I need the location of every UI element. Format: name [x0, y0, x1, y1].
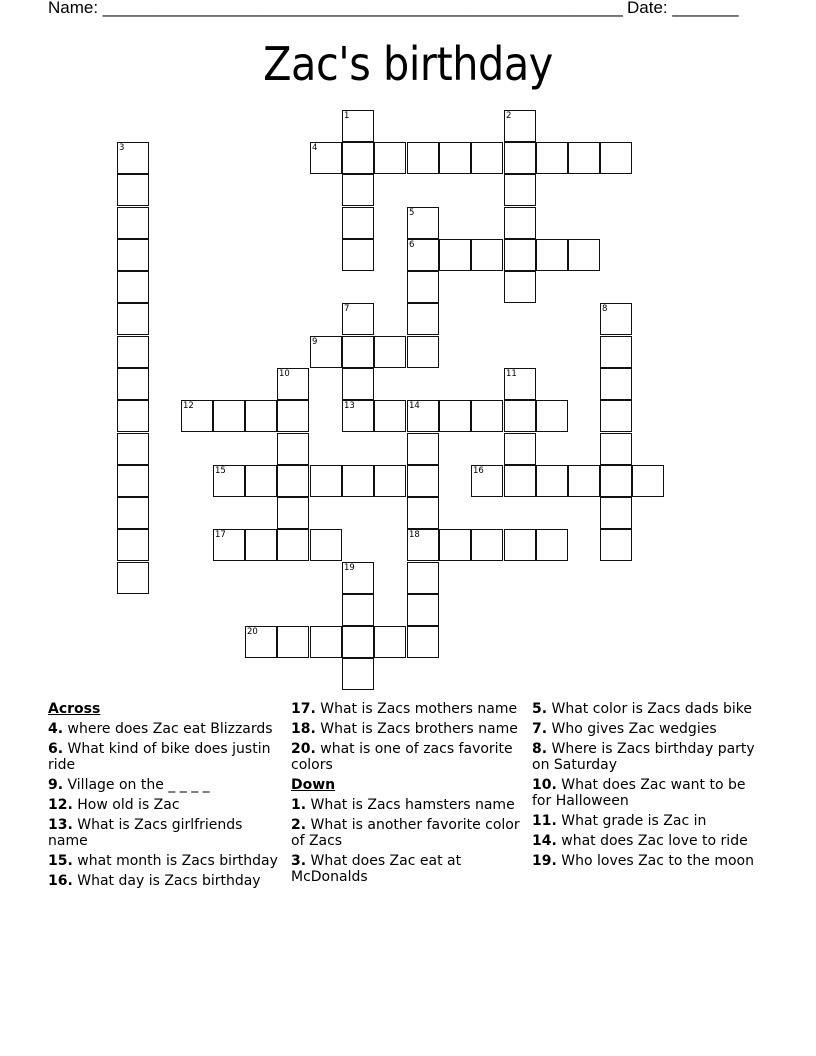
grid-cell[interactable] — [213, 400, 245, 432]
grid-cell[interactable] — [407, 400, 439, 432]
grid-cell[interactable] — [277, 400, 309, 432]
clue-down-8: 8. Where is Zacs birthday party on Saturday — [532, 741, 755, 773]
grid-cell[interactable] — [310, 336, 342, 368]
grid-cell[interactable] — [600, 465, 632, 497]
clue-down-1: 1. What is Zacs hamsters name — [291, 797, 515, 813]
grid-cell[interactable] — [342, 658, 374, 690]
grid-cell[interactable] — [407, 142, 439, 174]
grid-cell[interactable] — [277, 497, 309, 529]
grid-cell[interactable] — [277, 433, 309, 465]
grid-cell[interactable] — [117, 207, 149, 239]
grid-cell[interactable] — [342, 207, 374, 239]
puzzle-title: Zac's birthday — [263, 37, 553, 91]
clue-down-14: 14. what does Zac love to ride — [532, 833, 748, 849]
grid-cell[interactable] — [374, 465, 406, 497]
clue-number: 18 — [409, 530, 420, 540]
clue-number: 20 — [247, 627, 258, 637]
grid-cell[interactable] — [277, 465, 309, 497]
grid-cell[interactable] — [536, 465, 568, 497]
across-heading: Across — [48, 701, 101, 717]
clue-down-7: 7. Who gives Zac wedgies — [532, 721, 717, 737]
grid-cell[interactable] — [407, 271, 439, 303]
clue-across-17: 17. What is Zacs mothers name — [291, 701, 518, 717]
clues-column-1 — [48, 701, 280, 893]
grid-cell[interactable] — [407, 433, 439, 465]
clue-number: 10 — [279, 369, 290, 379]
grid-cell[interactable] — [568, 465, 600, 497]
clue-down-3: 3. What does Zac eat at McDonalds — [291, 853, 462, 885]
grid-cell[interactable] — [504, 529, 536, 561]
grid-cell[interactable] — [407, 303, 439, 335]
clue-number: 7 — [344, 304, 350, 314]
clue-across-13: 13. What is Zacs girlfriends name — [48, 817, 243, 849]
clue-number: 13 — [344, 401, 355, 411]
grid-cell[interactable] — [536, 529, 568, 561]
grid-cell[interactable] — [310, 529, 342, 561]
clue-across-4: 4. where does Zac eat Blizzards — [48, 721, 273, 737]
date-field[interactable]: Date: _______ — [627, 0, 739, 17]
grid-cell[interactable] — [407, 465, 439, 497]
clue-number: 14 — [409, 401, 420, 411]
grid-cell[interactable] — [117, 142, 149, 174]
grid-cell[interactable] — [342, 626, 374, 658]
grid-cell[interactable] — [245, 626, 277, 658]
grid-cell[interactable] — [117, 174, 149, 206]
grid-cell[interactable] — [342, 336, 374, 368]
grid-cell[interactable] — [504, 433, 536, 465]
grid-cell[interactable] — [504, 174, 536, 206]
grid-cell[interactable] — [117, 497, 149, 529]
grid-cell[interactable] — [310, 626, 342, 658]
grid-cell[interactable] — [600, 400, 632, 432]
grid-cell[interactable] — [600, 497, 632, 529]
grid-cell[interactable] — [504, 400, 536, 432]
clue-number: 6 — [409, 240, 415, 250]
grid-cell[interactable] — [342, 368, 374, 400]
grid-cell[interactable] — [439, 400, 471, 432]
grid-cell[interactable] — [117, 271, 149, 303]
name-field[interactable]: Name: _______________________________________________________ — [48, 0, 623, 17]
grid-cell[interactable] — [504, 239, 536, 271]
grid-cell[interactable] — [439, 239, 471, 271]
grid-cell[interactable] — [471, 465, 503, 497]
clue-across-15: 15. what month is Zacs birthday — [48, 853, 278, 869]
clue-number: 3 — [119, 143, 125, 153]
clue-across-6: 6. What kind of bike does justin ride — [48, 741, 271, 773]
grid-cell[interactable] — [181, 400, 213, 432]
grid-cell[interactable] — [471, 239, 503, 271]
clue-across-16: 16. What day is Zacs birthday — [48, 873, 261, 889]
grid-cell[interactable] — [117, 529, 149, 561]
grid-cell[interactable] — [342, 594, 374, 626]
grid-cell[interactable] — [117, 239, 149, 271]
clue-down-19: 19. Who loves Zac to the moon — [532, 853, 754, 869]
grid-cell[interactable] — [504, 110, 536, 142]
grid-cell[interactable] — [536, 142, 568, 174]
clue-number: 19 — [344, 563, 355, 573]
grid-cell[interactable] — [600, 529, 632, 561]
grid-cell[interactable] — [310, 142, 342, 174]
grid-cell[interactable] — [342, 562, 374, 594]
grid-cell[interactable] — [245, 465, 277, 497]
grid-cell[interactable] — [117, 368, 149, 400]
clue-down-10: 10. What does Zac want to be for Halloween — [532, 777, 746, 809]
clue-number: 17 — [215, 530, 226, 540]
clue-number: 16 — [473, 466, 484, 476]
grid-cell[interactable] — [407, 594, 439, 626]
grid-cell[interactable] — [536, 239, 568, 271]
grid-cell[interactable] — [407, 529, 439, 561]
grid-cell[interactable] — [342, 110, 374, 142]
clue-across-18: 18. What is Zacs brothers name — [291, 721, 518, 737]
grid-cell[interactable] — [600, 368, 632, 400]
grid-cell[interactable] — [504, 142, 536, 174]
grid-cell[interactable] — [117, 303, 149, 335]
grid-cell[interactable] — [374, 142, 406, 174]
grid-cell[interactable] — [471, 400, 503, 432]
grid-cell[interactable] — [407, 497, 439, 529]
clue-number: 15 — [215, 466, 226, 476]
grid-cell[interactable] — [568, 239, 600, 271]
grid-cell[interactable] — [342, 174, 374, 206]
grid-cell[interactable] — [600, 142, 632, 174]
grid-cell[interactable] — [471, 142, 503, 174]
clues-column-2 — [291, 701, 523, 889]
clue-across-20: 20. what is one of zacs favorite colors — [291, 741, 513, 773]
grid-cell[interactable] — [600, 303, 632, 335]
grid-cell[interactable] — [374, 336, 406, 368]
grid-cell[interactable] — [117, 562, 149, 594]
clue-down-11: 11. What grade is Zac in — [532, 813, 707, 829]
grid-cell[interactable] — [117, 336, 149, 368]
grid-cell[interactable] — [504, 271, 536, 303]
clue-number: 12 — [183, 401, 194, 411]
clue-number: 2 — [506, 111, 512, 121]
grid-cell[interactable] — [342, 465, 374, 497]
grid-cell[interactable] — [374, 626, 406, 658]
clue-number: 8 — [602, 304, 608, 314]
grid-cell[interactable] — [213, 465, 245, 497]
grid-cell[interactable] — [374, 400, 406, 432]
grid-cell[interactable] — [439, 142, 471, 174]
clue-number: 11 — [506, 369, 517, 379]
clue-number: 1 — [344, 111, 350, 121]
clue-across-12: 12. How old is Zac — [48, 797, 180, 813]
grid-cell[interactable] — [536, 400, 568, 432]
grid-cell[interactable] — [471, 529, 503, 561]
grid-cell[interactable] — [117, 433, 149, 465]
grid-cell[interactable] — [117, 465, 149, 497]
grid-cell[interactable] — [504, 368, 536, 400]
grid-cell[interactable] — [277, 368, 309, 400]
grid-cell[interactable] — [568, 142, 600, 174]
grid-cell[interactable] — [504, 207, 536, 239]
grid-cell[interactable] — [407, 336, 439, 368]
grid-cell[interactable] — [277, 529, 309, 561]
grid-cell[interactable] — [632, 465, 664, 497]
down-heading: Down — [291, 777, 336, 793]
grid-cell[interactable] — [600, 433, 632, 465]
clues-column-3 — [532, 701, 764, 873]
grid-cell[interactable] — [310, 465, 342, 497]
grid-cell[interactable] — [504, 465, 536, 497]
clue-across-9: 9. Village on the _ _ _ _ — [48, 777, 210, 793]
grid-cell[interactable] — [342, 303, 374, 335]
clue-down-2: 2. What is another favorite color of Zacs — [291, 817, 520, 849]
clue-number: 4 — [312, 143, 318, 153]
grid-cell[interactable] — [407, 239, 439, 271]
grid-cell[interactable] — [213, 529, 245, 561]
grid-cell[interactable] — [407, 562, 439, 594]
clue-number: 9 — [312, 337, 318, 347]
grid-cell[interactable] — [407, 207, 439, 239]
grid-cell[interactable] — [245, 529, 277, 561]
grid-cell[interactable] — [342, 142, 374, 174]
grid-cell[interactable] — [277, 626, 309, 658]
grid-cell[interactable] — [117, 400, 149, 432]
grid-cell[interactable] — [342, 239, 374, 271]
clue-down-5: 5. What color is Zacs dads bike — [532, 701, 753, 717]
clue-number: 5 — [409, 208, 415, 218]
grid-cell[interactable] — [407, 626, 439, 658]
grid-cell[interactable] — [600, 336, 632, 368]
grid-cell[interactable] — [439, 529, 471, 561]
grid-cell[interactable] — [342, 400, 374, 432]
grid-cell[interactable] — [245, 400, 277, 432]
